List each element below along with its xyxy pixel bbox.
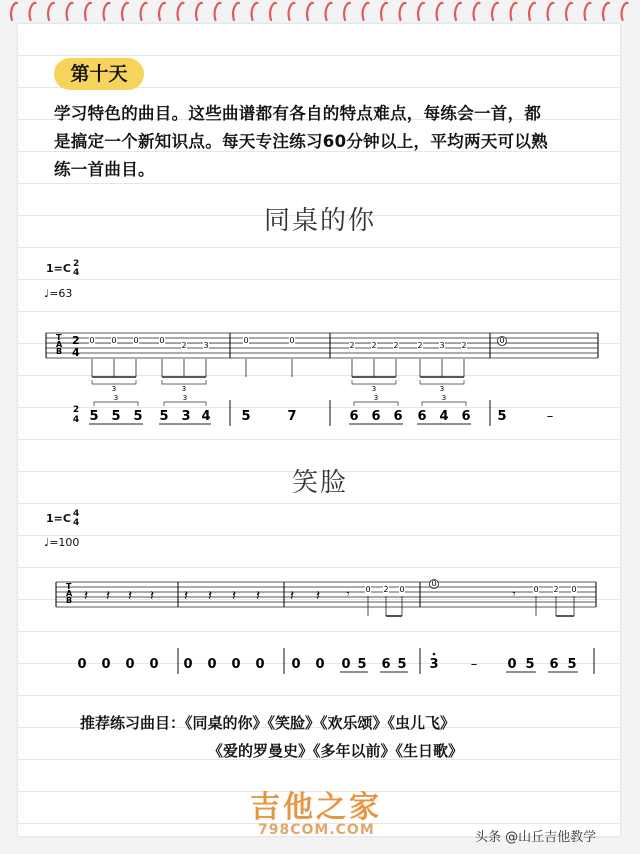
song2-jianpu-note: 6 xyxy=(381,657,391,672)
song2-fret-number: 0 xyxy=(431,579,437,588)
song2-jianpu-dash: – xyxy=(470,657,478,672)
song2-quarter-rest-icon: 𝄽 xyxy=(105,588,111,604)
song2-fret-number: 0 xyxy=(399,585,405,594)
song1-triplet-number: 3 xyxy=(441,394,447,402)
song1-fret-number: 2 xyxy=(371,341,377,350)
song1-fret-number: 0 xyxy=(111,336,117,345)
song2-tab-letter: A xyxy=(66,589,73,598)
song2-fret-number: 2 xyxy=(553,585,559,594)
song2-jianpu-note: 0 xyxy=(255,657,265,672)
song2-jianpu-note: 0 xyxy=(231,657,241,672)
song1-triplet-number: 3 xyxy=(373,394,379,402)
song1-time-sig: 2 xyxy=(72,334,80,347)
song1-triplet-bracket xyxy=(354,402,398,406)
song2-fret-number: 0 xyxy=(533,585,539,594)
song2-jianpu-note: 0 xyxy=(183,657,193,672)
song1-fret-number: 2 xyxy=(393,341,399,350)
song2-quarter-rest-icon: 𝄽 xyxy=(83,588,89,604)
song2-title: 笑脸 xyxy=(291,468,348,498)
song2-tab-letter: B xyxy=(66,596,73,605)
song2-key: 1=C 4 4 xyxy=(46,509,80,528)
song1-jianpu-note: 6 xyxy=(393,409,403,424)
song1-jianpu-note: 6 xyxy=(371,409,381,424)
song1-triplet-bracket xyxy=(92,380,136,384)
song1-triplet-number: 3 xyxy=(181,385,187,393)
song1-triplet-number: 3 xyxy=(371,385,377,393)
song1-jianpu-note: 5 xyxy=(89,409,99,424)
song2-jianpu-note: 0 xyxy=(507,657,517,672)
song2-quarter-rest-icon: 𝄽 xyxy=(231,588,237,604)
song2-jianpu-note: 0 xyxy=(149,657,159,672)
song1-triplet-number: 3 xyxy=(439,385,445,393)
song1-triplet-bracket xyxy=(162,380,206,384)
song1-fret-number: 0 xyxy=(159,336,165,345)
song1-jianpu-time: 4 xyxy=(72,415,80,425)
song1-jianpu-note: 7 xyxy=(287,409,297,424)
song2-jianpu-note: 6 xyxy=(549,657,559,672)
song2-eighth-rest-icon: 𝄾 xyxy=(346,587,350,601)
song1-fret-number: 0 xyxy=(89,336,95,345)
song2-jianpu-note: 0 xyxy=(341,657,351,672)
song1-triplet-bracket xyxy=(420,380,464,384)
song2-quarter-rest-icon: 𝄽 xyxy=(255,588,261,604)
song1-jianpu-note: 4 xyxy=(201,409,211,424)
song2-jianpu-note: 3 xyxy=(429,657,439,672)
watermark-url: 798COM.COM xyxy=(258,822,375,838)
song2-tab-letter: T xyxy=(66,582,72,591)
song2-jianpu-note: 0 xyxy=(101,657,111,672)
intro-line: 练一首曲目。 xyxy=(54,160,155,179)
song1-triplet-bracket xyxy=(422,402,466,406)
song2-jianpu-note: 0 xyxy=(207,657,217,672)
song1-jianpu-note: 6 xyxy=(349,409,359,424)
recommend-line-2: 《爱的罗曼史》《多年以前》《生日歌》 xyxy=(208,742,464,760)
song1-jianpu-note: 4 xyxy=(439,409,449,424)
intro-line: 是搞定一个新知识点。每天专注练习60分钟以上，平均两天可以熟 xyxy=(54,132,548,151)
recommend-line-1: 推荐练习曲目：《同桌的你》《笑脸》《欢乐颂》《虫儿飞》 xyxy=(80,714,456,732)
song1-key: 1=C 2 4 xyxy=(46,259,80,278)
song1-fret-number: 0 xyxy=(133,336,139,345)
quarter-note-icon: ♩ xyxy=(44,536,50,549)
song1-triplet-number: 3 xyxy=(111,385,117,393)
song2-jianpu-note: 5 xyxy=(567,657,577,672)
song2-high-octave-dot xyxy=(433,653,436,656)
song2-jianpu-note: 0 xyxy=(125,657,135,672)
song1-fret-number: 3 xyxy=(439,341,445,350)
song1-fret-number: 0 xyxy=(243,336,249,345)
song2-quarter-rest-icon: 𝄽 xyxy=(183,588,189,604)
quarter-note-icon: ♩ xyxy=(44,287,50,300)
song1-fret-number: 2 xyxy=(181,341,187,350)
author-credit: 头条 @山丘吉他教学 xyxy=(475,830,597,845)
song1-jianpu-note: 5 xyxy=(497,409,507,424)
song1-jianpu-time: 2 xyxy=(72,405,80,415)
song2-quarter-rest-icon: 𝄽 xyxy=(289,588,295,604)
song2-quarter-rest-icon: 𝄽 xyxy=(149,588,155,604)
song1-jianpu-note: 6 xyxy=(417,409,427,424)
song1-jianpu-note: 6 xyxy=(461,409,471,424)
intro-line: 学习特色的曲目。这些曲谱都有各自的特点难点，每练会一首，都 xyxy=(54,104,542,123)
song1-fret-number: 2 xyxy=(349,341,355,350)
song2-jianpu-note: 5 xyxy=(397,657,407,672)
song1-triplet-number: 3 xyxy=(113,394,119,402)
song1-fret-number: 2 xyxy=(417,341,423,350)
song1-fret-number: 3 xyxy=(203,341,209,350)
song1-jianpu-note: 5 xyxy=(159,409,169,424)
song1-triplet-bracket xyxy=(94,402,138,406)
day-badge: 第十天 xyxy=(54,58,144,90)
song2-fret-number: 2 xyxy=(383,585,389,594)
song2-fret-number: 0 xyxy=(365,585,371,594)
song1-jianpu-note: 3 xyxy=(181,409,191,424)
song2-tempo: ♩=100 xyxy=(44,536,80,549)
song1-tab-letter: A xyxy=(56,340,63,349)
song1-triplet-bracket xyxy=(164,402,206,406)
watermark-title: 吉他之家 xyxy=(250,790,382,825)
song2-eighth-rest-icon: 𝄾 xyxy=(512,587,516,601)
song2-quarter-rest-icon: 𝄽 xyxy=(207,588,213,604)
song1-tempo: ♩=63 xyxy=(44,287,73,300)
song1-jianpu-note: 5 xyxy=(133,409,143,424)
song1-fret-number: 2 xyxy=(461,341,467,350)
song1-title: 同桌的你 xyxy=(263,206,376,236)
song1-tab-letter: T xyxy=(56,333,62,342)
song2-fret-number: 0 xyxy=(571,585,577,594)
song2-jianpu-note: 0 xyxy=(315,657,325,672)
song2-quarter-rest-icon: 𝄽 xyxy=(127,588,133,604)
song2-jianpu-note: 0 xyxy=(291,657,301,672)
song1-jianpu-note: 5 xyxy=(241,409,251,424)
song2-jianpu-note: 5 xyxy=(525,657,535,672)
song1-time-sig: 4 xyxy=(72,346,80,359)
song2-jianpu-note: 0 xyxy=(77,657,87,672)
song1-jianpu-dash: – xyxy=(546,409,554,424)
song1-fret-number: 0 xyxy=(499,336,505,345)
song2-jianpu-note: 5 xyxy=(357,657,367,672)
song1-tab-letter: B xyxy=(56,347,63,356)
song2-quarter-rest-icon: 𝄽 xyxy=(315,588,321,604)
song1-triplet-number: 3 xyxy=(182,394,188,402)
song1-fret-number: 0 xyxy=(289,336,295,345)
song1-jianpu-note: 5 xyxy=(111,409,121,424)
song1-triplet-bracket xyxy=(352,380,396,384)
